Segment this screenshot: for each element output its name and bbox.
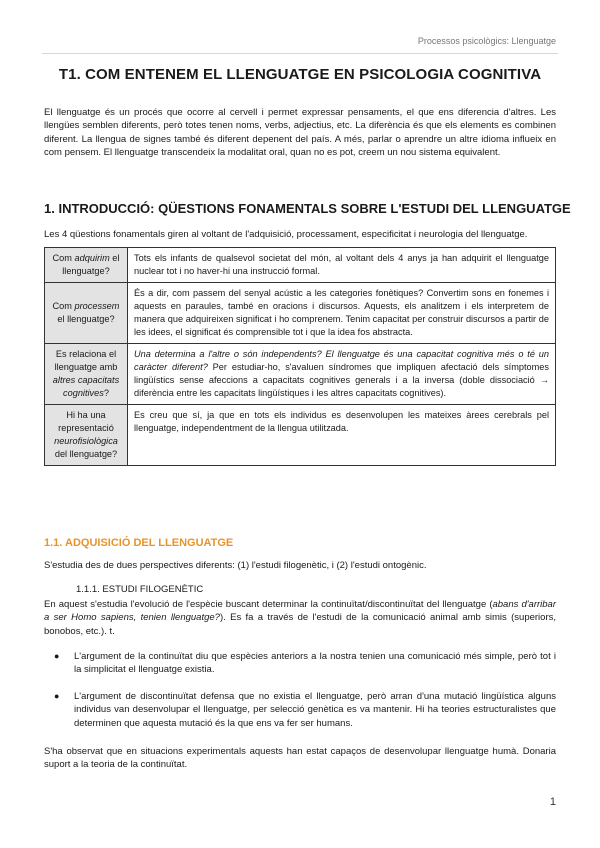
- header-rule: [42, 53, 558, 54]
- list-item: [44, 690, 556, 730]
- question-cell: [45, 405, 128, 466]
- answer-text: Per estudiar-ho, s'avaluen síndromes que impliquen afectació dels símptomes lingüístics sense afeccions a capacitats cognitives generals i a la inversa (doble dissociació → diferència entre les capacitats lingüístiques i les altres capacitats cognitives).: [134, 362, 550, 398]
- page-number: 1: [549, 796, 556, 808]
- question-text: del llenguatge?: [54, 449, 118, 459]
- answer-cell: [128, 344, 556, 405]
- section-1-lead: Les 4 qüestions fonamentals giren al voltant de l'adquisició, processament, especificitat i neurologia del llenguatge.: [44, 229, 528, 240]
- phylogenetic-paragraph: [44, 598, 556, 638]
- answer-cell: [128, 283, 556, 344]
- list-item-text: L'argument de discontinuïtat defensa que no existia el llenguatge, però arran d'una mutació lingüística alguns individus van desenvolupar el llenguatge, per selecció genètica es va mantenir. Hi ha teories estructuralistes que determinen que aquesta mutació és la que ens va fer ser humans.: [74, 691, 556, 729]
- paragraph-text: En aquest s'estudia l'evolució de l'espècie buscant determinar la continuïtat/discontinuïtat del llenguatge (: [44, 599, 493, 610]
- table-row: [45, 344, 556, 405]
- paragraph-emphasis: abans d'arribar a ser Homo sapiens, tenien llenguatge?: [44, 599, 556, 624]
- closing-paragraph: S'ha observat que en situacions experimentals aquests han estat capaços de desenvolupar llenguatge humà. Donaria suport a la teoria de la continuïtat.: [44, 746, 556, 771]
- question-text: el llenguatge?: [57, 314, 115, 324]
- question-cell: [45, 344, 128, 405]
- question-cell: [45, 283, 128, 344]
- table-row: [45, 283, 556, 344]
- document-title: T1. COM ENTENEM EL LLENGUATGE EN PSICOLOGIA COGNITIVA: [58, 66, 542, 83]
- answer-cell: [128, 248, 556, 283]
- question-emphasis: neurofisiològica: [54, 436, 118, 446]
- list-item: [44, 650, 556, 677]
- bullet-icon: ●: [54, 691, 60, 701]
- question-emphasis: adquirim: [74, 253, 110, 263]
- question-emphasis: processem: [74, 301, 120, 311]
- answer-emphasis: Una determina a l'altre o són independents? El llenguatge és una capacitat cognitiva més o té un caràcter diferent?: [134, 349, 549, 372]
- section-1-heading: 1. INTRODUCCIÓ: QÜESTIONS FONAMENTALS SOBRE L'ESTUDI DEL LLENGUATGE: [44, 201, 571, 216]
- question-text: Hi ha una representació: [58, 410, 114, 433]
- answer-text: És a dir, com passem del senyal acústic a les categories fonètiques? Convertim sons en fonemes i aquests en paraules, també en oracions i discursos. Aquests, els analitzem i els interpretem de manera que adquireixen significat i ho comprenem. Tenim capacitat per construir discursos a partir de les idees, el significat és comprensible tot i que la idea fos abstracta.: [134, 288, 549, 337]
- question-text: el llenguatge?: [62, 253, 120, 276]
- question-text: Com: [52, 301, 75, 311]
- answer-text: Tots els infants de qualsevol societat del món, al voltant dels 4 anys ja han adquirit el llenguatge nuclear tot i no haver-hi una instrucció formal.: [134, 253, 549, 276]
- question-text: Com: [52, 253, 75, 263]
- running-header: Processos psicològics: Llenguatge: [417, 36, 556, 46]
- section-1-1-lead: S'estudia des de dues perspectives diferents: (1) l'estudi filogenètic, i (2) l'estudi ontogènic.: [44, 560, 427, 571]
- question-text: Es relaciona el llenguatge amb: [54, 349, 118, 372]
- table-row: [45, 248, 556, 283]
- section-1-1-1-heading: 1.1.1. ESTUDI FILOGENÈTIC: [76, 584, 204, 595]
- paragraph-text: ). Es fa a través de l'estudi de la comunicació animal amb simis (superiors, bonobos, etc.). t.: [44, 612, 556, 637]
- intro-paragraph: El llenguatge és un procés que ocorre al cervell i permet expressar pensaments, el que ens diferencia d'altres. Les llengües semblen diferents, però totes tenen noms, verbs, adjectius, etc. La diferència és que els elements es combinen diferent. La llengua de signes també és diferent depenent del país. A més, parlar o aprendre un altre idioma influeix en com pensem. El llenguatge transcendeix la modalitat oral, quan no es pot, creem un nou sistema equivalent.: [44, 107, 556, 159]
- section-1-1-heading: 1.1. ADQUISICIÓ DEL LLENGUATGE: [44, 537, 234, 549]
- question-text: ?: [103, 388, 109, 398]
- question-emphasis: altres capacitats cognitives: [52, 375, 120, 398]
- answer-text: Es creu que sí, ja que en tots els individus es desenvolupen les mateixes àrees cerebrals pel llenguatge, independentment de la llengua utilitzada.: [134, 410, 549, 433]
- question-cell: [45, 248, 128, 283]
- list-item-text: L'argument de la continuïtat diu que espècies anteriors a la nostra tenien una comunicació més simple, però tot i la simplicitat el llenguatge existia.: [74, 651, 556, 676]
- answer-cell: [128, 405, 556, 466]
- bullet-icon: ●: [54, 651, 60, 661]
- table-row: [45, 405, 556, 466]
- questions-table: [44, 247, 556, 466]
